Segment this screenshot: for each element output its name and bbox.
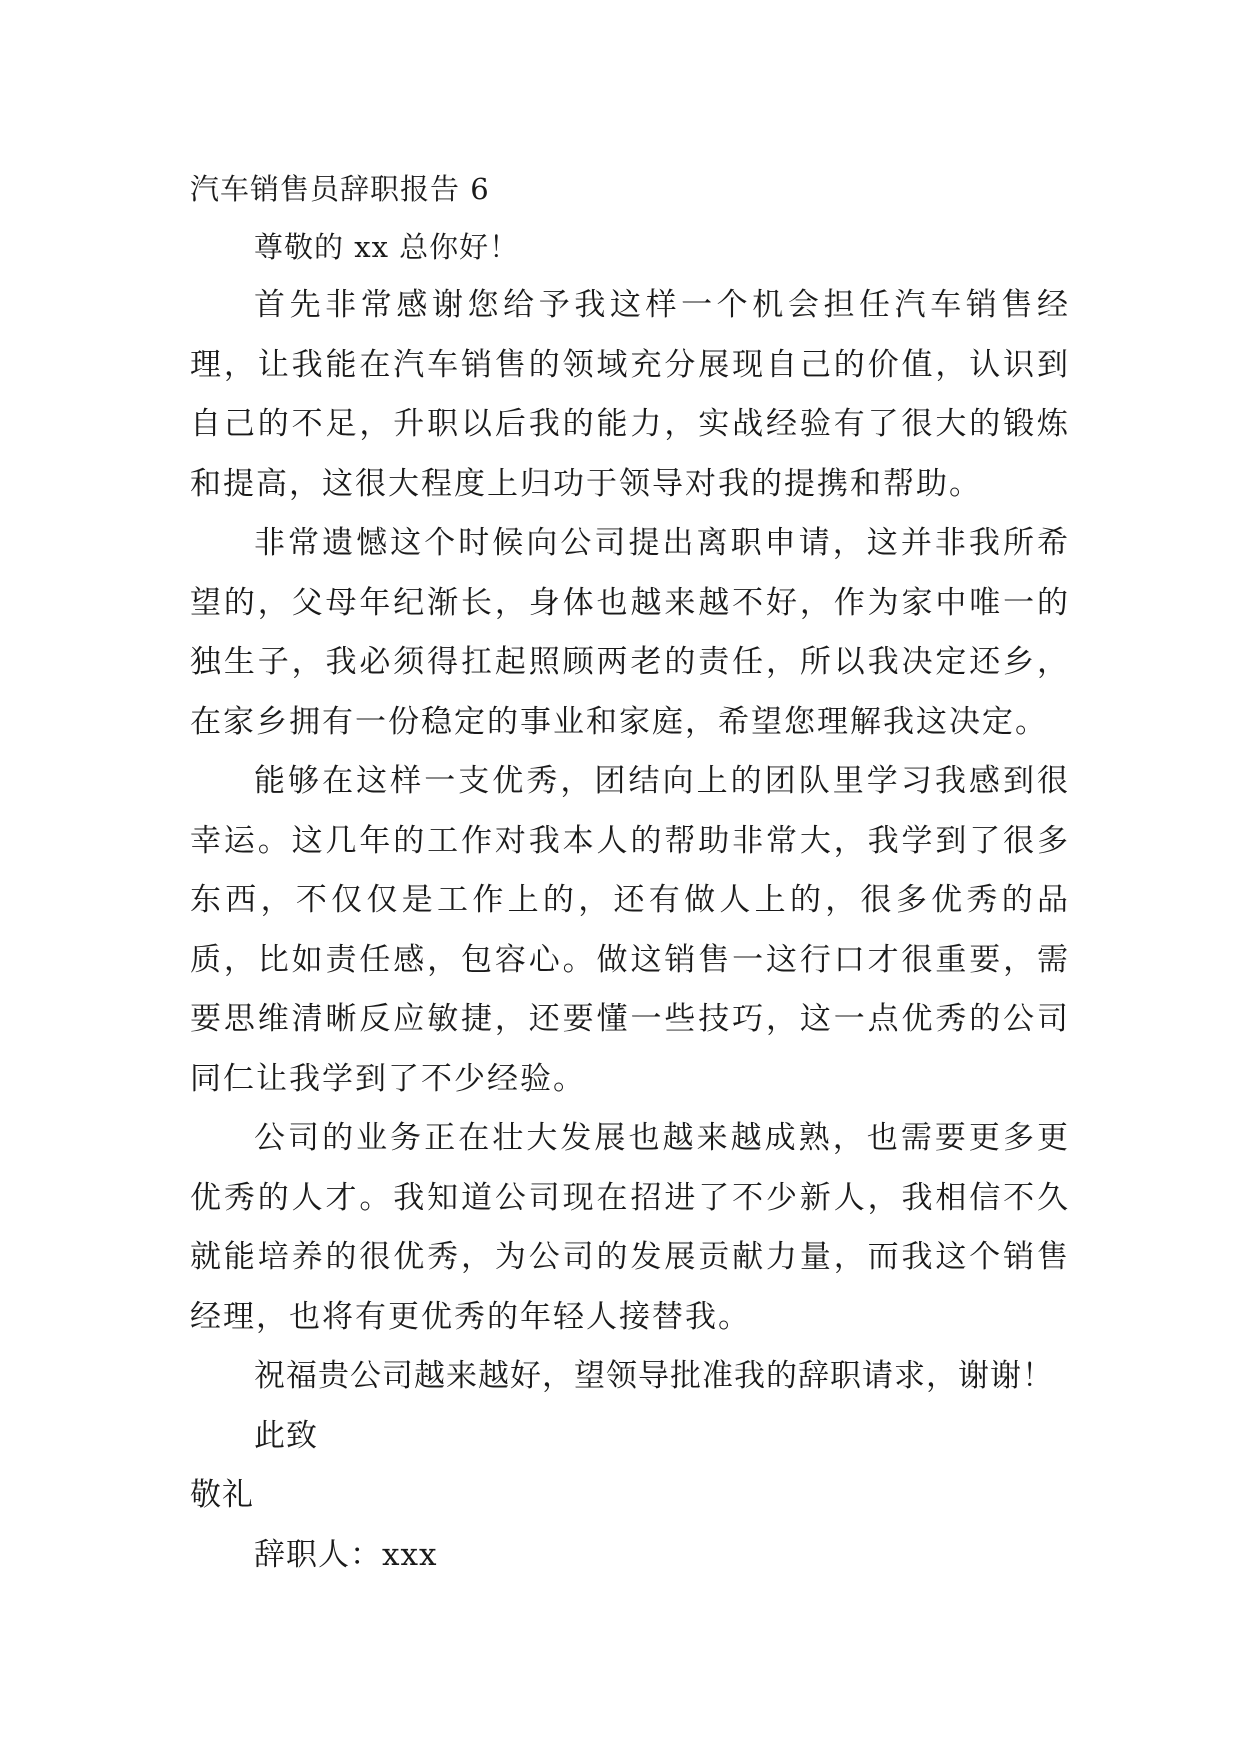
closing-salute: 敬礼: [190, 1477, 254, 1513]
document-title: 汽车销售员辞职报告 6: [190, 172, 490, 206]
paragraph: 首先非常感谢您给予我这样一个机会担任汽车销售经理，让我能在汽车销售的领域充分展现自己的价值，认识到自己的不足，升职以后我的能力，实战经验有了很大的锻炼和提高，这很大程度上归功于领导对我的提携和帮助。: [190, 287, 1070, 502]
paragraph: 能够在这样一支优秀，团结向上的团队里学习我感到很幸运。这几年的工作对我本人的帮助非常大，我学到了很多东西，不仅仅是工作上的，还有做人上的，很多优秀的品质，比如责任感，包容心。做这销售一这行口才很重要，需要思维清晰反应敏捷，还要懂一些技巧，这一点优秀的公司同仁让我学到了不少经验。: [190, 763, 1070, 1097]
closing-phrase: 此致: [254, 1417, 318, 1454]
paragraph: 非常遗憾这个时候向公司提出离职申请，这并非我所希望的，父母年纪渐长，身体也越来越不好，作为家中唯一的独生子，我必须得扛起照顾两老的责任，所以我决定还乡，在家乡拥有一份稳定的事业和家庭，希望您理解我这决定。: [190, 525, 1070, 740]
paragraph: 公司的业务正在壮大发展也越来越成熟，也需要更多更优秀的人才。我知道公司现在招进了不少新人，我相信不久就能培养的很优秀，为公司的发展贡献力量，而我这个销售经理，也将有更优秀的年轻人接替我。: [190, 1120, 1070, 1335]
document-body: [190, 160, 1070, 1585]
closing-wish: 祝福贵公司越来越好，望领导批准我的辞职请求，谢谢！: [254, 1358, 1054, 1394]
salutation: 尊敬的 xx 总你好！: [254, 230, 520, 264]
signature: 辞职人：xxx: [254, 1536, 438, 1573]
